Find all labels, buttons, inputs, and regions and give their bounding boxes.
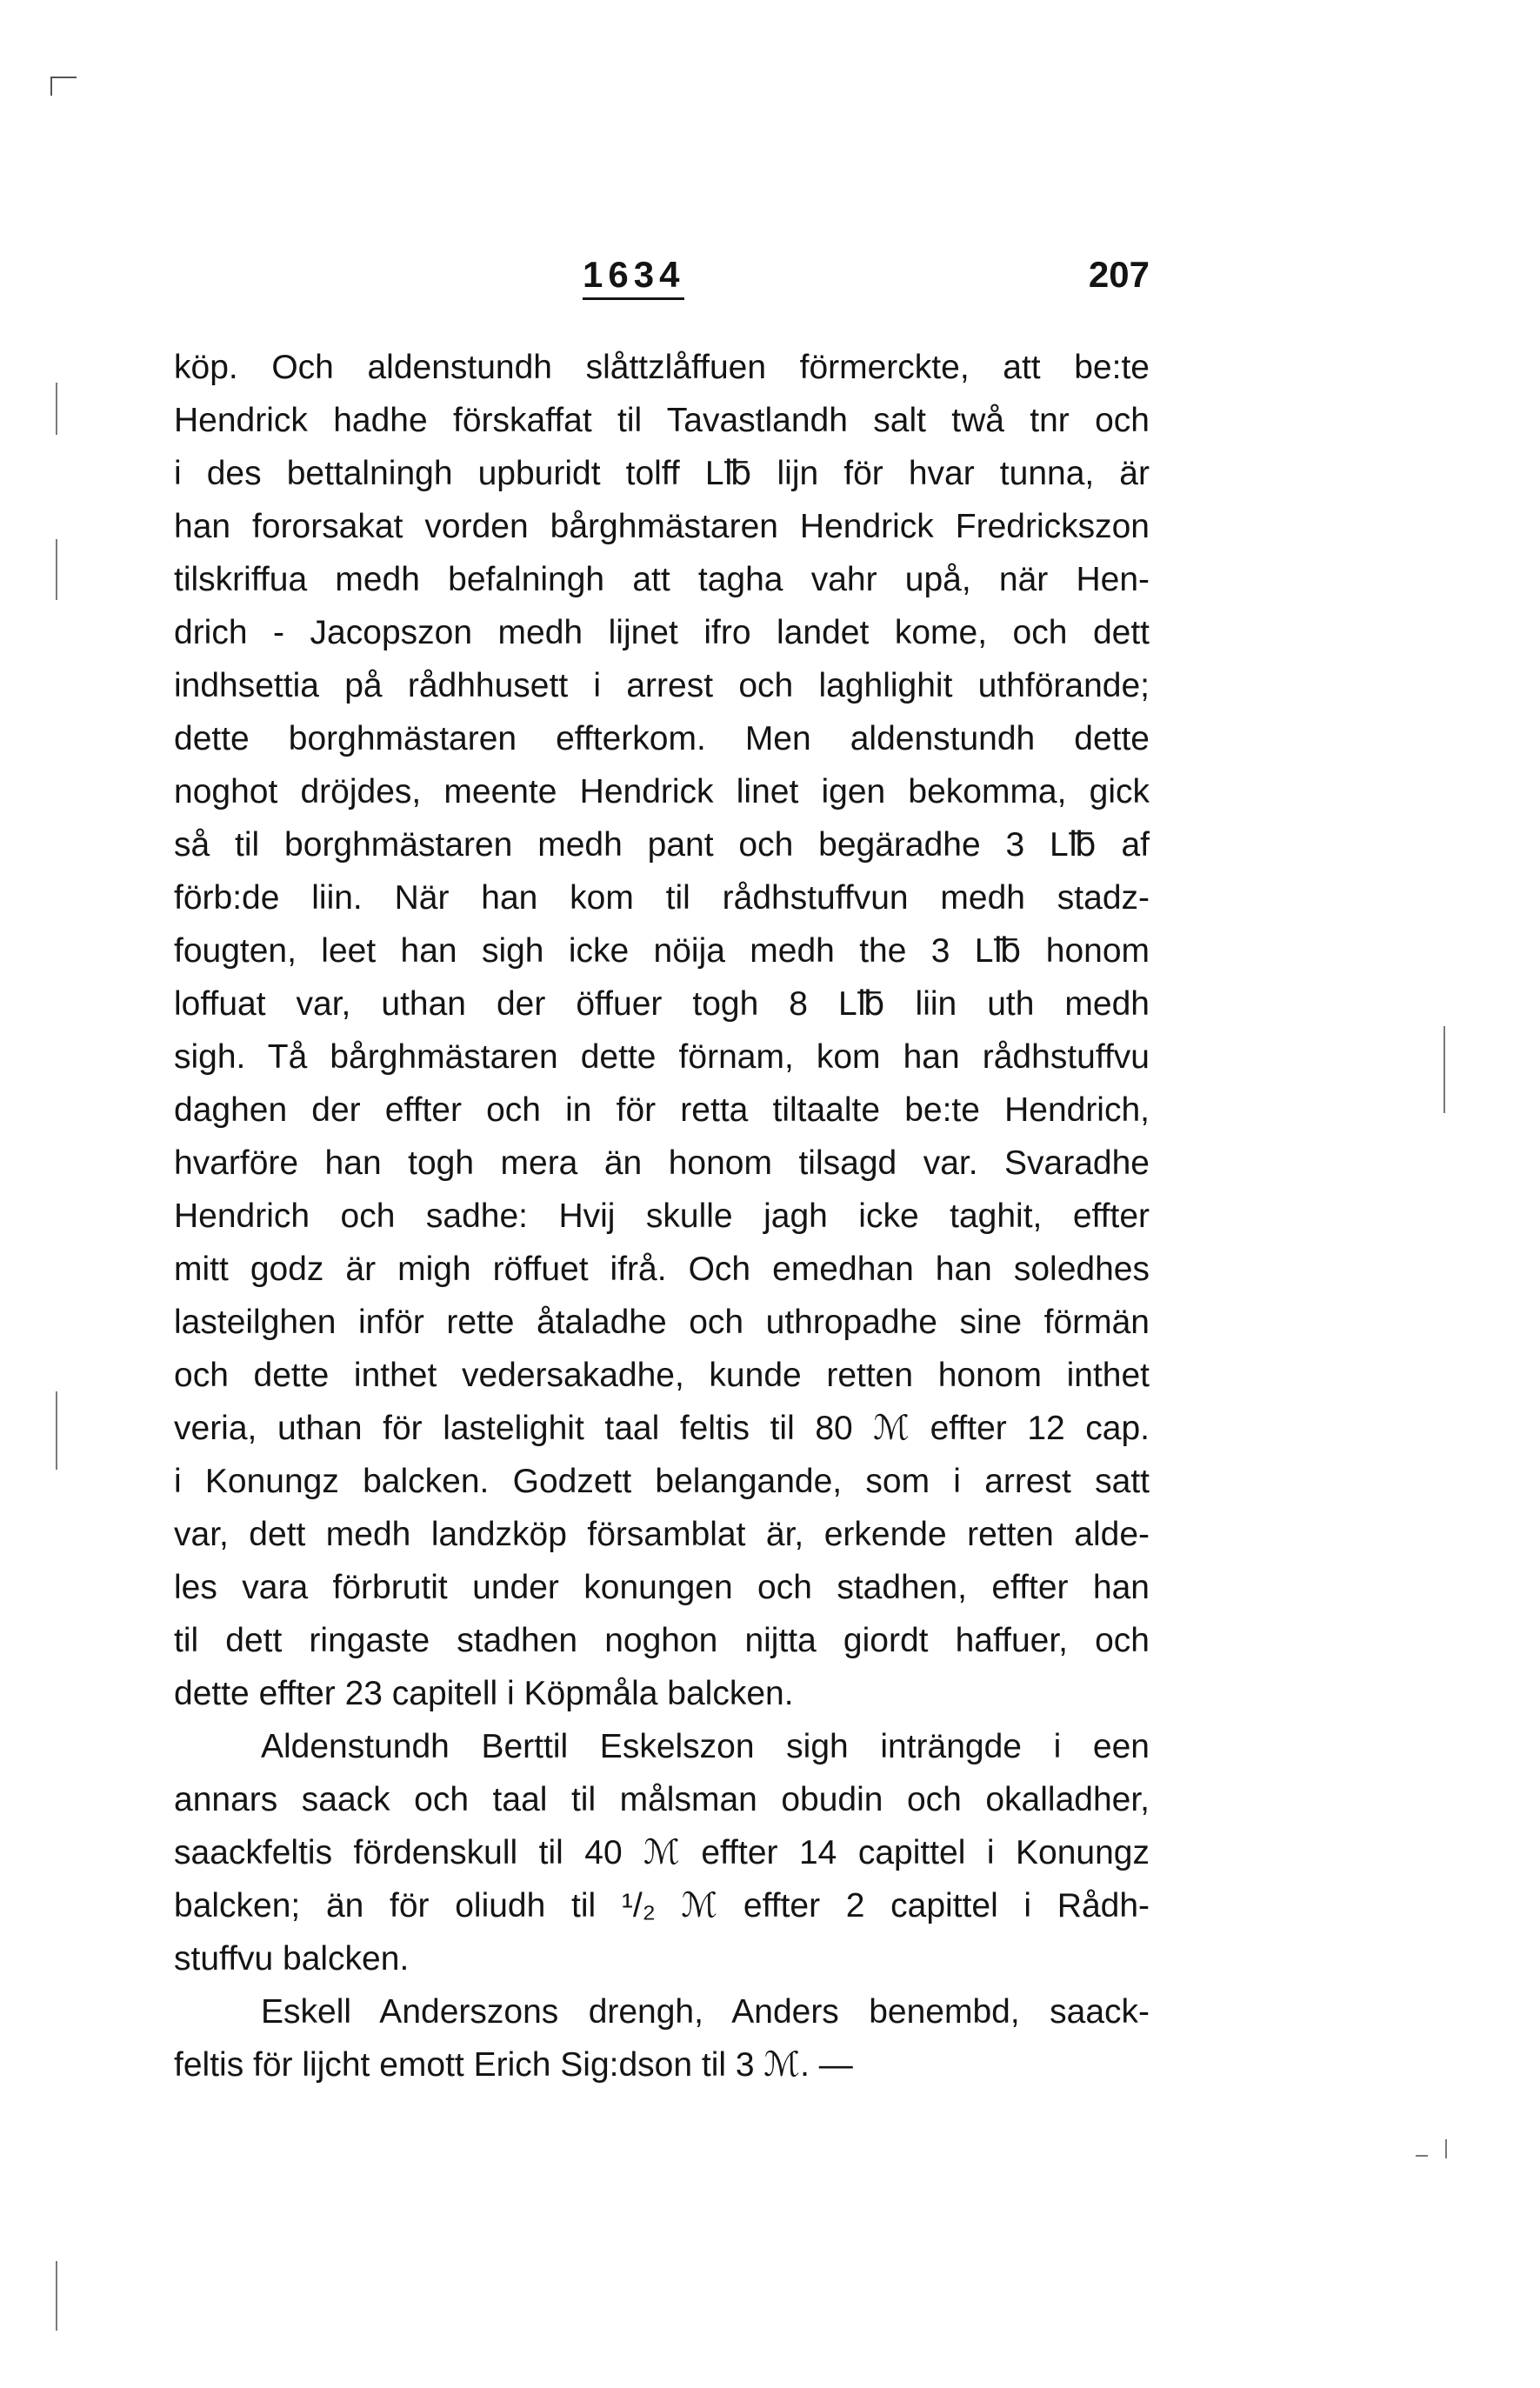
- page-header: [174, 254, 1150, 306]
- text-line: Aldenstundh Berttil Eskelszon sigh inträngde i een: [261, 1728, 1150, 1765]
- text-line: drich - Jacopszon medh lijnet ifro landet kome, och dett: [174, 614, 1150, 651]
- right-margin-line: [1443, 1026, 1445, 1113]
- text-line: var, dett medh landzköp församblat är, erkende retten alde-: [174, 1516, 1150, 1553]
- page-number: 207: [1088, 254, 1150, 295]
- text-line: så til borghmästaren medh pant och begäradhe 3 L℔ af: [174, 826, 1150, 864]
- text-line: Hendrick hadhe förskaffat til Tavastlandh salt twå tnr och: [174, 402, 1150, 439]
- text-line: hvarföre han togh mera än honom tilsagd var. Svaradhe: [174, 1144, 1150, 1182]
- text-line: saackfeltis fördenskull til 40 ℳ effter 14 capittel i Konungz: [174, 1834, 1150, 1871]
- left-margin-line: [56, 383, 57, 435]
- text-line: tilskriffua medh befalningh att tagha vahr upå, när Hen-: [174, 561, 1150, 598]
- text-line: han fororsakat vorden bårghmästaren Hendrick Fredrickszon: [174, 508, 1150, 545]
- text-line: stuffvu balcken.: [174, 1940, 410, 1978]
- year-heading: 1634: [583, 254, 684, 300]
- text-line: daghen der effter och in för retta tiltaalte be:te Hendrich,: [174, 1091, 1150, 1129]
- paragraph: [174, 1985, 1150, 2091]
- left-margin-line: [56, 1391, 57, 1470]
- text-line: loffuat var, uthan der öffuer togh 8 L℔ liin uth medh: [174, 985, 1150, 1023]
- text-line: köp. Och aldenstundh slåttzlåffuen förmerckte, att be:te: [174, 349, 1150, 386]
- text-line: dette borghmästaren effterkom. Men aldenstundh dette: [174, 720, 1150, 757]
- text-line: i Konungz balcken. Godzett belangande, som i arrest satt: [174, 1463, 1150, 1500]
- text-line: förb:de liin. När han kom til rådhstuffvun medh stadz-: [174, 879, 1150, 917]
- body-text: [174, 341, 1150, 2091]
- text-line: och dette inthet vedersakadhe, kunde retten honom inthet: [174, 1357, 1150, 1394]
- text-line: mitt godz är migh röffuet ifrå. Och emedhan han soledhes: [174, 1251, 1150, 1288]
- paragraph: [174, 1720, 1150, 1985]
- paragraph: [174, 341, 1150, 1720]
- text-line: feltis för lijcht emott Erich Sig:dson til 3 ℳ. —: [174, 2046, 853, 2084]
- text-line: les vara förbrutit under konungen och stadhen, effter han: [174, 1569, 1150, 1606]
- text-line: sigh. Tå bårghmästaren dette förnam, kom han rådhstuffvu: [174, 1038, 1150, 1076]
- text-line: til dett ringaste stadhen noghon nijtta giordt haffuer, och: [174, 1622, 1150, 1659]
- text-line: Hendrich och sadhe: Hvij skulle jagh icke taghit, effter: [174, 1197, 1150, 1235]
- crop-mark: [50, 77, 77, 78]
- text-line: fougten, leet han sigh icke nöija medh the 3 L℔ honom: [174, 932, 1150, 970]
- text-line: annars saack och taal til målsman obudin och okalladher,: [174, 1781, 1150, 1818]
- text-line: i des bettalningh upburidt tolff L℔ lijn för hvar tunna, är: [174, 455, 1150, 492]
- text-line: indhsettia på rådhhusett i arrest och laghlighit uthförande;: [174, 667, 1150, 704]
- text-line: noghot dröjdes, meente Hendrick linet igen bekomma, gick: [174, 773, 1150, 810]
- text-line: veria, uthan för lastelighit taal feltis til 80 ℳ effter 12 cap.: [174, 1410, 1150, 1447]
- text-line: lasteilghen inför rette åtaladhe och uthropadhe sine förmän: [174, 1304, 1150, 1341]
- right-margin-dash: [1416, 2155, 1428, 2157]
- left-margin-line: [56, 2261, 57, 2331]
- crop-mark-vertical: [50, 77, 52, 96]
- text-line: Eskell Anderszons drengh, Anders benembd, saack-: [261, 1993, 1150, 2031]
- left-margin-line: [56, 539, 57, 600]
- text-line: dette effter 23 capitell i Köpmåla balcken.: [174, 1675, 794, 1712]
- text-line: balcken; än för oliudh til ¹/₂ ℳ effter 2 capittel i Rådh-: [174, 1887, 1150, 1924]
- right-margin-line: [1445, 2139, 1447, 2158]
